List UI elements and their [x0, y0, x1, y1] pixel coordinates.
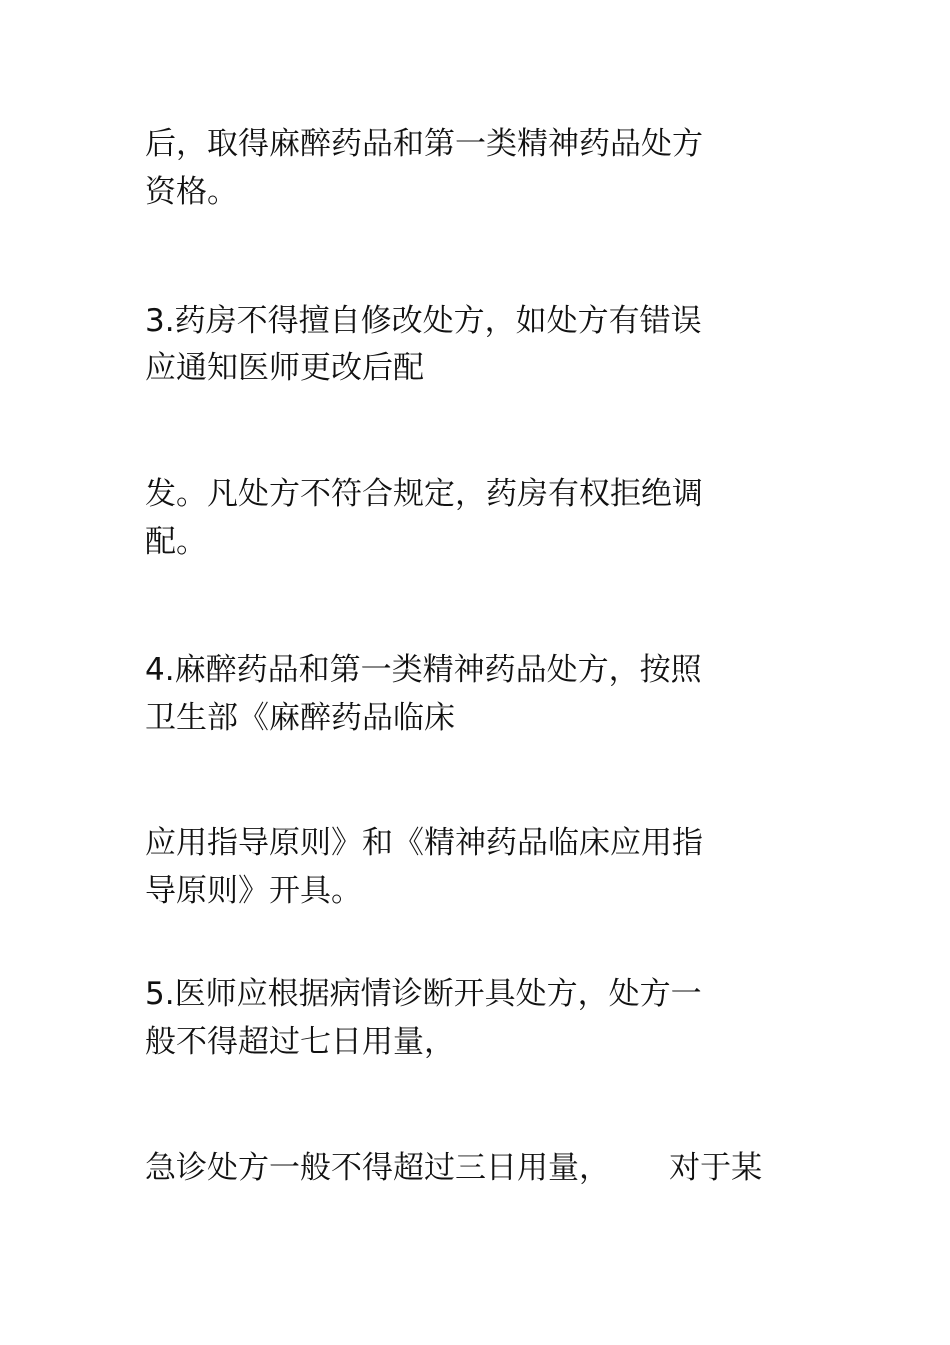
text-line: 3.药房不得擅自修改处方，如处方有错误 — [145, 303, 702, 339]
text-line: 卫生部《麻醉药品临床 — [145, 700, 455, 736]
text-line: 应通知医师更改后配 — [145, 350, 424, 386]
text-line: 应用指导原则》和《精神药品临床应用指 — [145, 825, 703, 861]
text-line: 5.医师应根据病情诊断开具处方，处方一 — [145, 976, 702, 1012]
text-line: 资格。 — [145, 174, 238, 210]
text-line: 后，取得麻醉药品和第一类精神药品处方 — [145, 126, 703, 162]
text-line: 般不得超过七日用量， — [145, 1024, 455, 1060]
text-line: 发。凡处方不符合规定，药房有权拒绝调 — [145, 476, 703, 512]
text-line: 配。 — [145, 524, 207, 560]
text-line: 急诊处方一般不得超过三日用量， 对于某 — [145, 1150, 763, 1186]
text-line: 4.麻醉药品和第一类精神药品处方，按照 — [145, 652, 702, 688]
text-line: 导原则》开具。 — [145, 873, 362, 909]
